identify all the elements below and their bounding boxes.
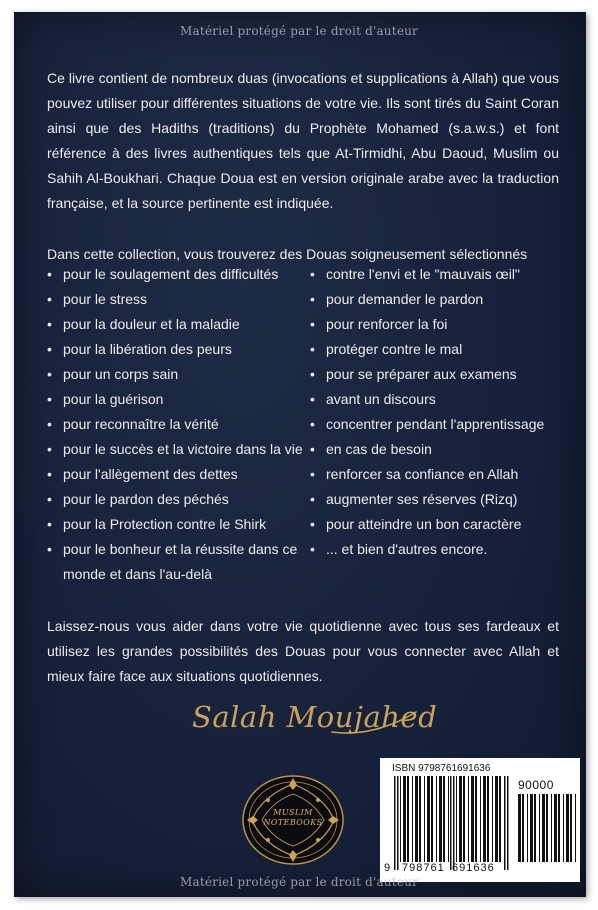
barcode-digits-group1: 798761 bbox=[402, 862, 445, 874]
list-item: • pour la guérison bbox=[47, 390, 315, 408]
list-item: • concentrer pendant l'apprentissage bbox=[310, 415, 560, 433]
list-item: • pour la libération des peurs bbox=[47, 340, 315, 358]
list-item: • pour l'allègement des dettes bbox=[47, 465, 315, 483]
price-code: 90000 bbox=[518, 778, 554, 792]
list-item: • pour demander le pardon bbox=[310, 290, 560, 308]
book-description: Ce livre contient de nombreux duas (invocations et supplications à Allah) que vous pouvez utiliser pour différentes situations de votre vie. Ils sont tirés du Saint Coran ainsi que des Hadiths (traditions) du Prophète Mohamed (s.a.w.s.) et font référence à des livres authentiques tels que At-Tirmidhi, Abu Daoud, Muslim ou Sahih Al-Boukhari. Chaque Doua est en version originale arabe avec la traduction française, et la source pertinente est indiquée. bbox=[47, 70, 559, 211]
list-item: • pour la Protection contre le Shirk bbox=[47, 515, 315, 533]
dua-list-left bbox=[47, 265, 315, 594]
copyright-watermark-top: Matériel protégé par le droit d'auteur bbox=[180, 24, 418, 38]
list-item: • pour le succès et la victoire dans la vie bbox=[47, 440, 315, 458]
publisher-logo-text: MUSLIM NOTEBOOKS bbox=[263, 808, 323, 827]
list-item: • avant un discours bbox=[310, 390, 560, 408]
collection-intro: Dans cette collection, vous trouverez des Douas soigneusement sélectionnés bbox=[47, 246, 528, 262]
list-item: • pour renforcer la foi bbox=[310, 315, 560, 333]
list-item: • pour se préparer aux examens bbox=[310, 365, 560, 383]
list-item: • protéger contre le mal bbox=[310, 340, 560, 358]
isbn-barcode bbox=[380, 758, 580, 882]
list-item: • contre l'envi et le "mauvais œil" bbox=[310, 265, 560, 283]
copyright-watermark-bottom: Matériel protégé par le droit d'auteur bbox=[180, 875, 418, 889]
barcode-digit-prefix: 9 bbox=[384, 862, 392, 874]
list-item: • pour reconnaître la vérité bbox=[47, 415, 315, 433]
list-item: • pour un corps sain bbox=[47, 365, 315, 383]
list-item: • renforcer sa confiance en Allah bbox=[310, 465, 560, 483]
list-item: • en cas de besoin bbox=[310, 440, 560, 458]
list-item: • pour le stress bbox=[47, 290, 315, 308]
closing-paragraph: Laissez-nous vous aider dans votre vie quotidienne avec tous ses fardeaux et utilisez les grandes possibilités des Douas pour vous connecter avec Allah et mieux faire face aux situations quotidiennes. bbox=[47, 618, 559, 684]
list-item: • pour atteindre un bon caractère bbox=[310, 515, 560, 533]
barcode-digits-group2: 691636 bbox=[452, 862, 495, 874]
signature-flourish-icon bbox=[330, 706, 420, 740]
dua-list-right bbox=[310, 265, 560, 565]
list-item: • augmenter ses réserves (Rizq) bbox=[310, 490, 560, 508]
author-signature: Salah Moujahed bbox=[192, 700, 438, 734]
list-item: • pour la douleur et la maladie bbox=[47, 315, 315, 333]
list-item: • pour le bonheur et la réussite dans ce monde et dans l'au-delà bbox=[47, 537, 315, 587]
isbn-label: ISBN 9798761691636 bbox=[392, 763, 491, 774]
list-item: • ... et bien d'autres encore. bbox=[310, 540, 560, 558]
list-item: • pour le pardon des péchés bbox=[47, 490, 315, 508]
list-item: • pour le soulagement des difficultés bbox=[47, 265, 315, 283]
